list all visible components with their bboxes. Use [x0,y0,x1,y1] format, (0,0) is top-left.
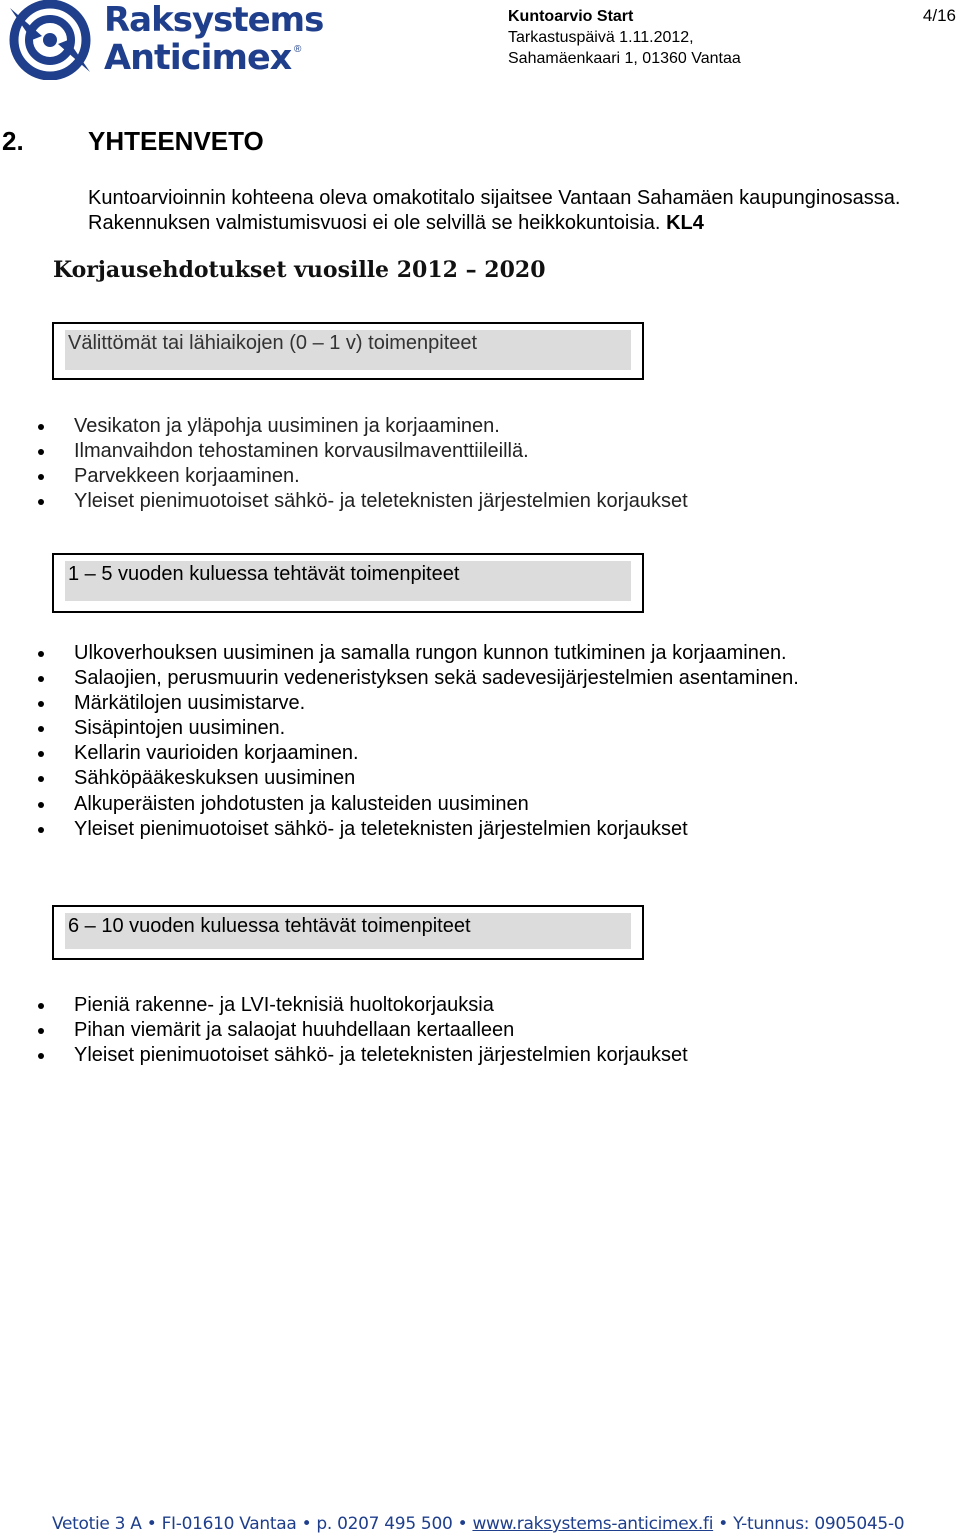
group-heading-box-6-10-years [52,905,644,960]
six-to-ten-years-list [0,993,688,1068]
section-number: 2. [2,126,24,156]
footer-business-id: • Y-tunnus: 0905045-0 [718,1514,905,1534]
group-heading-box-immediate [52,322,644,380]
list-item: Ilmanvaihdon tehostaminen korvausilmaventtiileillä. [0,439,688,464]
group-heading: Välittömät tai lähiaikojen (0 – 1 v) toimenpiteet [68,332,478,354]
list-item: Parvekkeen korjaaminen. [0,464,688,489]
immediate-actions-list [0,414,688,514]
condition-class: KL4 [666,212,704,234]
page-number: 4/16 [922,6,956,25]
inspection-date: Tarkastuspäivä 1.11.2012, [508,29,694,46]
registered-mark: ® [294,44,302,55]
report-title: Kuntoarvio Start [508,8,634,25]
list-item: Salaojien, perusmuurin vedeneristyksen sekä sadevesijärjestelmien asentaminen. [0,666,799,691]
group-heading: 1 – 5 vuoden kuluessa tehtävät toimenpiteet [68,563,460,585]
document-header [508,6,741,69]
group-heading-box-1-5-years [52,553,644,613]
logo-wordmark-top: Raksystems [104,0,324,40]
list-item: Vesikaton ja yläpohja uusiminen ja korjaaminen. [0,414,688,439]
list-item: Kellarin vaurioiden korjaaminen. [0,741,799,766]
list-item: Yleiset pienimuotoiset sähkö- ja teleteknisten järjestelmien korjaukset [0,817,799,842]
property-address: Sahamäenkaari 1, 01360 Vantaa [508,50,741,67]
intro-paragraph [88,186,956,236]
one-to-five-years-list [0,641,799,842]
website-link[interactable]: www.raksystems-anticimex.fi [472,1514,714,1534]
list-item: Yleiset pienimuotoiset sähkö- ja teleteknisten järjestelmien korjaukset [0,1043,688,1068]
list-item: Pieniä rakenne- ja LVI-teknisiä huoltokorjauksia [0,993,688,1018]
list-item: Sähköpääkeskuksen uusiminen [0,766,799,791]
intro-text: Kuntoarvioinnin kohteena oleva omakotitalo sijaitsee Vantaan Sahamäen kaupunginosassa. Rakennuksen valmistumisvuosi ei ole selvillä se heikkokuntoisia. [88,187,901,234]
group-heading: 6 – 10 vuoden kuluessa tehtävät toimenpiteet [68,915,471,937]
footer-address: Vetotie 3 A • FI-01610 Vantaa • p. 0207 495 500 • [52,1514,468,1534]
company-logo [2,0,324,82]
section-heading: YHTEENVETO [88,126,264,156]
logo-emblem-icon [2,0,100,80]
list-item: Ulkoverhouksen uusiminen ja samalla rungon kunnon tutkiminen ja korjaaminen. [0,641,799,666]
logo-wordmark-bottom: Anticimex [104,38,292,78]
list-item: Yleiset pienimuotoiset sähkö- ja teleteknisten järjestelmien korjaukset [0,489,688,514]
section-title [2,126,264,157]
repair-proposals-heading: Korjausehdotukset vuosille 2012 – 2020 [53,257,546,283]
page-footer [52,1514,904,1534]
list-item: Märkätilojen uusimistarve. [0,691,799,716]
list-item: Sisäpintojen uusiminen. [0,716,799,741]
list-item: Alkuperäisten johdotusten ja kalusteiden uusiminen [0,792,799,817]
list-item: Pihan viemärit ja salaojat huuhdellaan kertaalleen [0,1018,688,1043]
